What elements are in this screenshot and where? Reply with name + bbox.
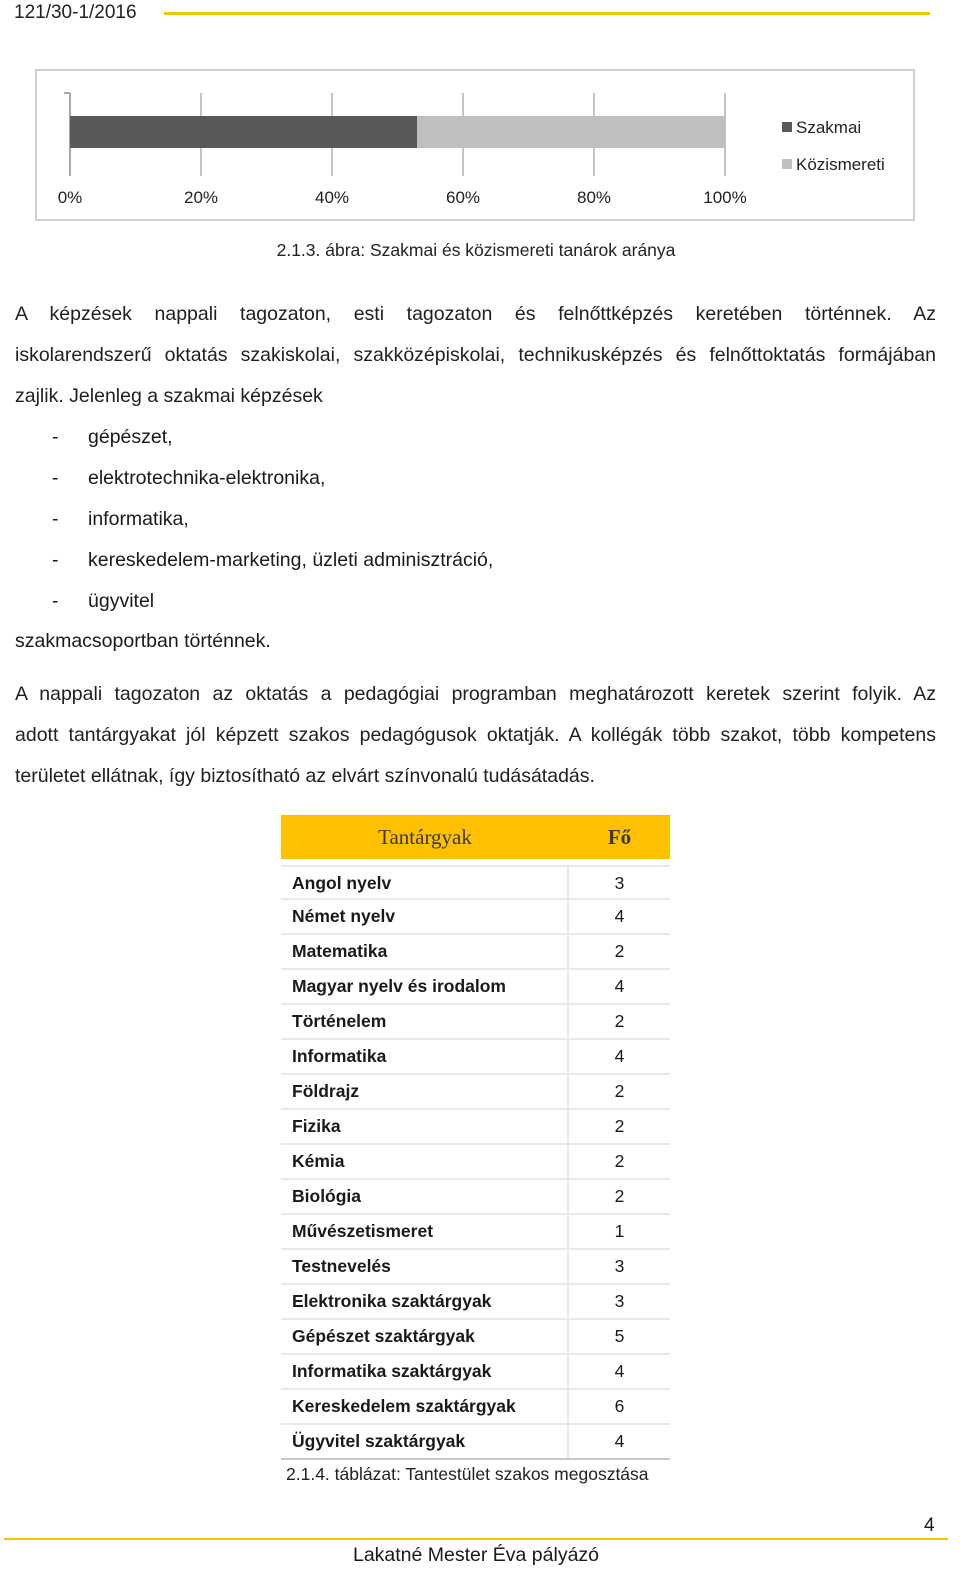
list-item: [15, 540, 615, 581]
subject-cell: Angol nyelv: [281, 867, 569, 898]
footer-rule: [4, 1538, 948, 1540]
subject-cell: Földrajz: [281, 1075, 569, 1108]
count-cell: 2: [614, 1151, 625, 1171]
table-row: [281, 1180, 670, 1215]
subject-cell: Ügyvitel szaktárgyak: [281, 1425, 569, 1458]
subject-cell: Testnevelés: [281, 1250, 569, 1283]
subject-cell: Fizika: [281, 1110, 569, 1143]
table-header: [281, 815, 670, 859]
list-item: [15, 417, 615, 458]
x-tick-label: 80%: [576, 188, 612, 207]
subject-cell: Elektronika szaktárgyak: [281, 1285, 569, 1318]
list-bullet: -: [52, 508, 59, 530]
table-row: [281, 935, 670, 970]
table-row: [281, 900, 670, 935]
list-bullet: -: [52, 549, 59, 571]
count-cell: 2: [614, 1186, 625, 1206]
list-bullet: -: [52, 426, 59, 448]
subject-cell: Biológia: [281, 1180, 569, 1213]
table-row: [281, 1320, 670, 1355]
paragraph-line: iskolarendszerű oktatás szakiskolai, szakközépiskolai, technikusképzés és felnőttoktatás formájában: [15, 344, 936, 366]
list-item-text: gépészet,: [88, 426, 173, 448]
x-tick-label: 20%: [183, 188, 219, 207]
list-item: [15, 499, 615, 540]
table-row: [281, 865, 670, 900]
staff-subjects-table: [281, 815, 670, 1460]
list-item: [15, 581, 615, 622]
table-body: [281, 865, 670, 1460]
list-item-text: informatika,: [88, 508, 189, 530]
legend-swatch: [782, 159, 792, 169]
list-item-text: elektrotechnika-elektronika,: [88, 467, 326, 489]
list-item-text: kereskedelem-marketing, üzleti adminisztráció,: [88, 549, 494, 571]
list-bullet: -: [52, 590, 59, 612]
figure-caption: 2.1.3. ábra: Szakmai és közismereti tanárok aránya: [276, 240, 676, 260]
header-count: Fő: [607, 824, 632, 849]
table-row: [281, 1250, 670, 1285]
footer-author: Lakatné Mester Éva pályázó: [352, 1544, 600, 1566]
legend-label: Szakmai: [796, 118, 862, 137]
count-cell: 4: [614, 906, 625, 926]
paragraph-line: területet ellátnak, így biztosítható az elvárt színvonalú tudásátadás.: [15, 765, 595, 787]
document-header: [14, 0, 930, 26]
count-cell: 2: [614, 1081, 625, 1101]
legend-swatch: [782, 122, 792, 132]
table-caption: 2.1.4. táblázat: Tantestület szakos megosztása: [286, 1464, 649, 1484]
subject-cell: Német nyelv: [281, 900, 569, 933]
table-row: [281, 1425, 670, 1460]
paragraph-line: adott tantárgyakat jól képzett szakos pedagógusok oktatják. A kollégák több szakot, több kompetens: [15, 724, 936, 746]
paragraph-line: zajlik. Jelenleg a szakmai képzések: [15, 385, 323, 407]
x-tick-label: 0%: [57, 188, 83, 207]
paragraph-training-forms: [15, 294, 936, 417]
count-cell: 3: [614, 1256, 625, 1276]
subject-cell: Történelem: [281, 1005, 569, 1038]
list-bullet: -: [52, 467, 59, 489]
x-tick-label: 100%: [703, 188, 747, 207]
document-code: 121/30-1/2016: [14, 2, 137, 23]
subject-cell: Művészetismeret: [281, 1215, 569, 1248]
list-tail-text: szakmacsoportban történnek.: [15, 630, 271, 652]
x-tick-label: 60%: [445, 188, 481, 207]
subject-cell: Magyar nyelv és irodalom: [281, 970, 569, 1003]
subject-cell: Kémia: [281, 1145, 569, 1178]
count-cell: 2: [614, 1116, 625, 1136]
table-row: [281, 1145, 670, 1180]
training-groups-list: [15, 417, 615, 622]
paragraph-line: A nappali tagozaton az oktatás a pedagógiai programban meghatározott keretek szerint folyik. Az: [15, 683, 936, 705]
table-row: [281, 1390, 670, 1425]
count-cell: 5: [614, 1326, 625, 1346]
count-cell: 4: [614, 1046, 625, 1066]
bar-segment: [417, 116, 725, 148]
table-row: [281, 970, 670, 1005]
header-subjects: Tantárgyak: [378, 824, 472, 849]
count-cell: 2: [614, 1011, 625, 1031]
count-cell: 3: [614, 1291, 625, 1311]
subject-cell: Gépészet szaktárgyak: [281, 1320, 569, 1353]
header-rule: [164, 12, 930, 15]
x-tick-label: 40%: [314, 188, 350, 207]
list-item: [15, 458, 615, 499]
count-cell: 4: [614, 976, 625, 996]
table-row: [281, 1040, 670, 1075]
subject-cell: Informatika: [281, 1040, 569, 1073]
table-row: [281, 1215, 670, 1250]
subject-cell: Informatika szaktárgyak: [281, 1355, 569, 1388]
count-cell: 4: [614, 1431, 625, 1451]
table-row: [281, 1075, 670, 1110]
subject-cell: Kereskedelem szaktárgyak: [281, 1390, 569, 1423]
stacked-bar-chart: [35, 69, 915, 221]
count-cell: 6: [614, 1396, 625, 1416]
count-cell: 2: [614, 941, 625, 961]
paragraph-line: A képzések nappali tagozaton, esti tagozaton és felnőttképzés keretében történnek. Az: [15, 303, 936, 325]
table-row: [281, 1285, 670, 1320]
count-cell: 4: [614, 1361, 625, 1381]
subject-cell: Matematika: [281, 935, 569, 968]
count-cell: 3: [614, 873, 625, 893]
table-row: [281, 1355, 670, 1390]
chart-canvas: [37, 71, 913, 219]
paragraph-day-school: [15, 674, 936, 797]
page-number: 4: [924, 1515, 935, 1536]
list-item-text: ügyvitel: [88, 590, 155, 612]
table-row: [281, 1110, 670, 1145]
table-row: [281, 1005, 670, 1040]
bar-segment: [70, 116, 417, 148]
legend-label: Közismereti: [796, 155, 885, 174]
count-cell: 1: [614, 1221, 625, 1241]
